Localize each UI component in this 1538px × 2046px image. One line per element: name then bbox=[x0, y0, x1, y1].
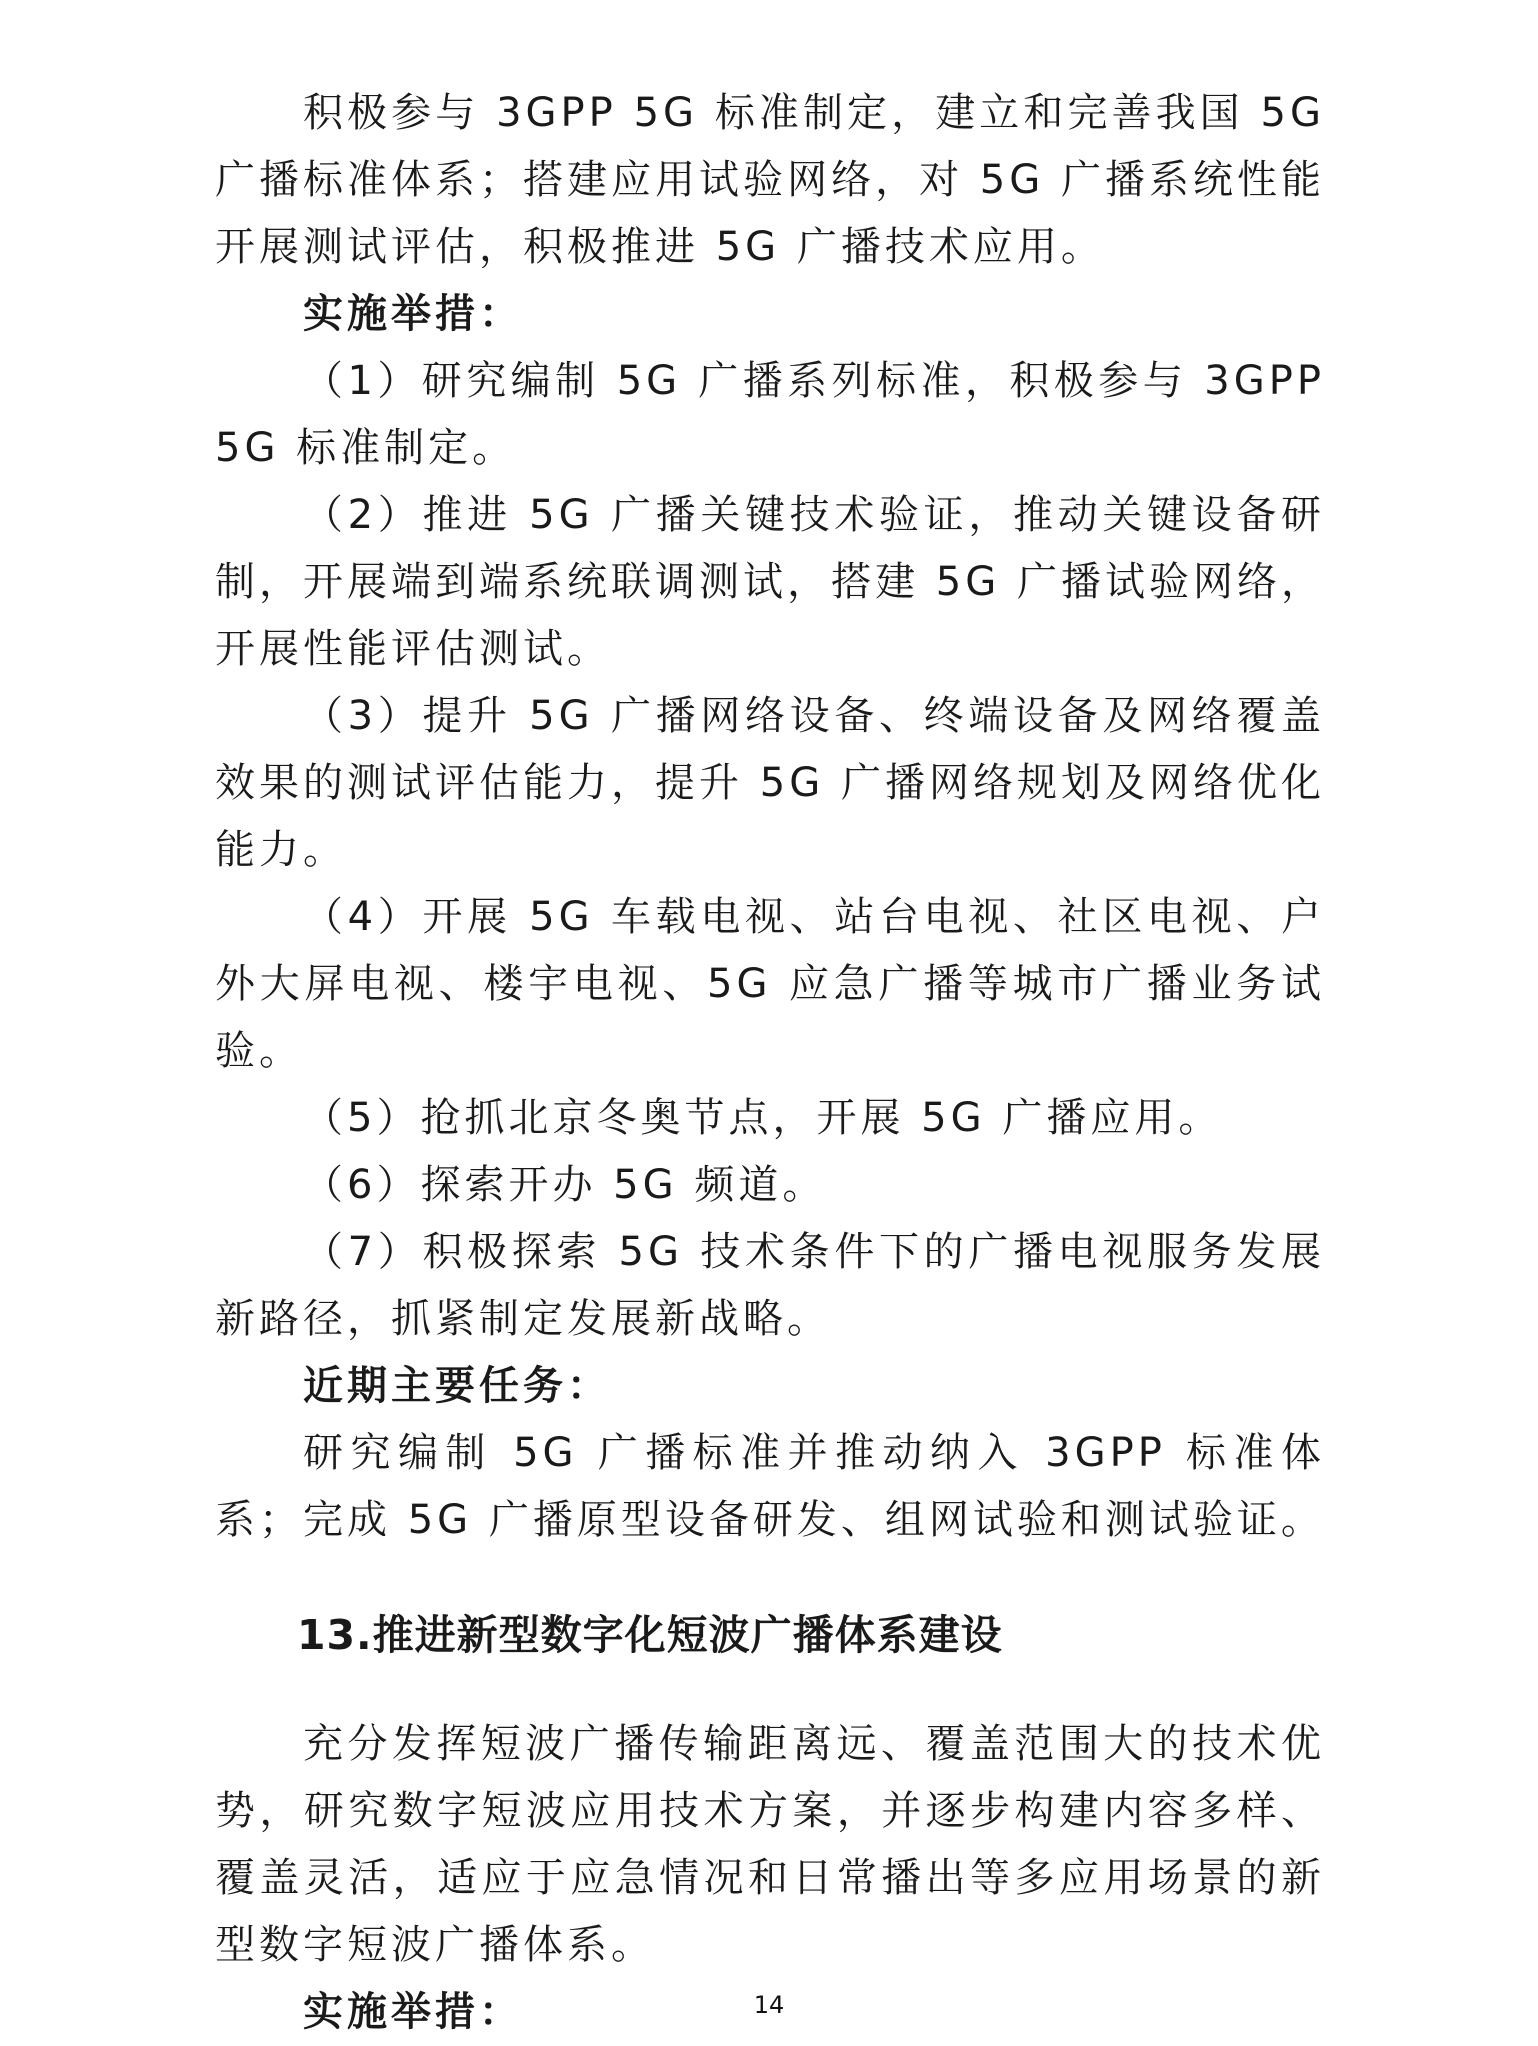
measure-item-5: （5）抢抓北京冬奥节点，开展 5G 广播应用。 bbox=[303, 1095, 1223, 1141]
measure-item-1: （1）研究编制 5G 广播系列标准，积极参与 3GPP 5G 标准制定。 bbox=[215, 358, 1325, 471]
intro-paragraph: 积极参与 3GPP 5G 标准制定，建立和完善我国 5G 广播标准体系；搭建应用试验网络，对 5G 广播系统性能开展测试评估，积极推进 5G 广播技术应用。 bbox=[215, 90, 1325, 270]
measure-item-4: （4）开展 5G 车载电视、站台电视、社区电视、户外大屏电视、楼宇电视、5G 应急广播等城市广播业务试验。 bbox=[215, 894, 1325, 1074]
measure-item-6: （6）探索开办 5G 频道。 bbox=[303, 1162, 827, 1208]
page-number: 14 bbox=[753, 1991, 785, 2019]
measure-item-2: （2）推进 5G 广播关键技术验证，推动关键设备研制，开展端到端系统联调测试，搭建 5G 广播试验网络，开展性能评估测试。 bbox=[215, 492, 1325, 672]
measure-item-7: （7）积极探索 5G 技术条件下的广播电视服务发展新路径，抓紧制定发展新战略。 bbox=[215, 1229, 1325, 1342]
section-body-paragraph: 充分发挥短波广播传输距离远、覆盖范围大的技术优势，研究数字短波应用技术方案，并逐步构建内容多样、覆盖灵活，适应于应急情况和日常播出等多应用场景的新型数字短波广播体系。 bbox=[215, 1721, 1325, 1968]
document-page bbox=[215, 80, 1325, 2046]
measures-heading-2: 实施举措： bbox=[303, 1989, 523, 2035]
tasks-paragraph: 研究编制 5G 广播标准并推动纳入 3GPP 标准体系；完成 5G 广播原型设备研发、组网试验和测试验证。 bbox=[215, 1430, 1325, 1543]
tasks-heading: 近期主要任务： bbox=[303, 1363, 611, 1409]
section-title: 13.推进新型数字化短波广播体系建设 bbox=[297, 1611, 1003, 1659]
measure-item-3: （3）提升 5G 广播网络设备、终端设备及网络覆盖效果的测试评估能力，提升 5G 广播网络规划及网络优化能力。 bbox=[215, 693, 1325, 873]
measures-heading: 实施举措： bbox=[303, 291, 523, 337]
